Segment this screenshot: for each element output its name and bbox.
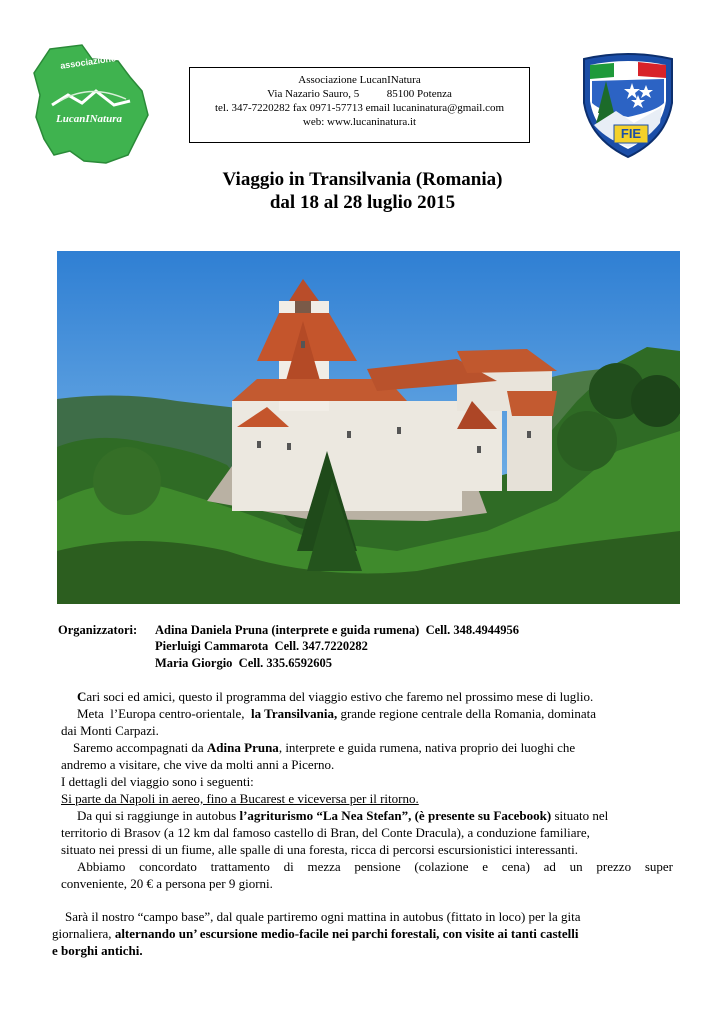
paragraph-price-cont: conveniente, 20 € a persona per 9 giorni. [61,876,273,891]
paragraph-base-camp-3: e borghi antichi. [52,943,143,958]
fie-text: FIE [620,126,642,141]
paragraph-flight: Si parte da Napoli in aereo, fino a Bucarest e viceversa per il ritorno. [61,791,419,806]
paragraph-base-camp-2: giornaliera, alternando un’ escursione medio-facile nei parchi forestali, con visite ai tanti castelli [52,926,579,941]
paragraph-guide-cont: andremo a visitare, che vive da molti anni a Picerno. [61,757,335,772]
paragraph-price: Abbiamo concordato trattamento di mezza pensione (colazione e cena) ad un prezzo super [77,859,673,874]
association-contacts: tel. 347-7220282 fax 0971-57713 email lucaninatura@gmail.com [214,102,505,114]
bran-castle-photo [57,251,680,604]
association-web: web: www.lucaninatura.it [302,116,417,128]
title-line-2: dal 18 al 28 luglio 2015 [269,192,456,213]
association-address: Via Nazario Sauro, 5 85100 Potenza [267,88,452,100]
page-title [0,168,725,214]
paragraph-agriturismo-3: situato nei pressi di un fiume, alle spalle di una foresta, ricca di percorsi escursionistici interessanti. [61,842,578,857]
title-line-1: Viaggio in Transilvania (Romania) [222,169,503,190]
paragraph-base-camp: Sarà il nostro “campo base”, dal quale partiremo ogni mattina in autobus (fittato in loco) per la gita [65,909,581,924]
organizer-1: Adina Daniela Pruna (interprete e guida rumena) Cell. 348.4944956 [155,623,519,637]
paragraph-details-intro: I dettagli del viaggio sono i seguenti: [61,774,254,789]
fie-shield-logo [576,51,680,161]
paragraph-intro: Cari soci ed amici, questo il programma del viaggio estivo che faremo nel prossimo mese di luglio. [77,689,594,704]
organizer-2: Pierluigi Cammarota Cell. 347.7220282 [155,639,368,653]
paragraph-agriturismo-2: territorio di Brasov (a 12 km dal famoso castello di Bran, del Conte Dracula), a conduzione familiare, [61,825,590,840]
drop-cap: C [77,689,87,704]
paragraph-destination: Meta l’Europa centro-orientale, la Transilvania, grande regione centrale della Romania, dominata [77,706,597,721]
organizers-label: Organizzatori: [58,623,138,637]
association-name: Associazione LucanINatura [298,74,421,86]
contact-box [189,67,530,143]
paragraph-agriturismo: Da qui si raggiunge in autobus l’agriturismo “La Nea Stefan”, (è presente su Facebook) situato nel [77,808,609,823]
organizer-3: Maria Giorgio Cell. 335.6592605 [155,656,333,670]
logo-brand-text: LucanINatura [56,113,123,125]
paragraph-guide: Saremo accompagnati da Adina Pruna, interprete e guida rumena, nativa proprio dei luoghi che [73,740,576,755]
paragraph-destination-cont: dai Monti Carpazi. [61,723,159,738]
lucaninatura-logo [30,43,152,167]
logo-association-text: associazione [59,53,117,71]
